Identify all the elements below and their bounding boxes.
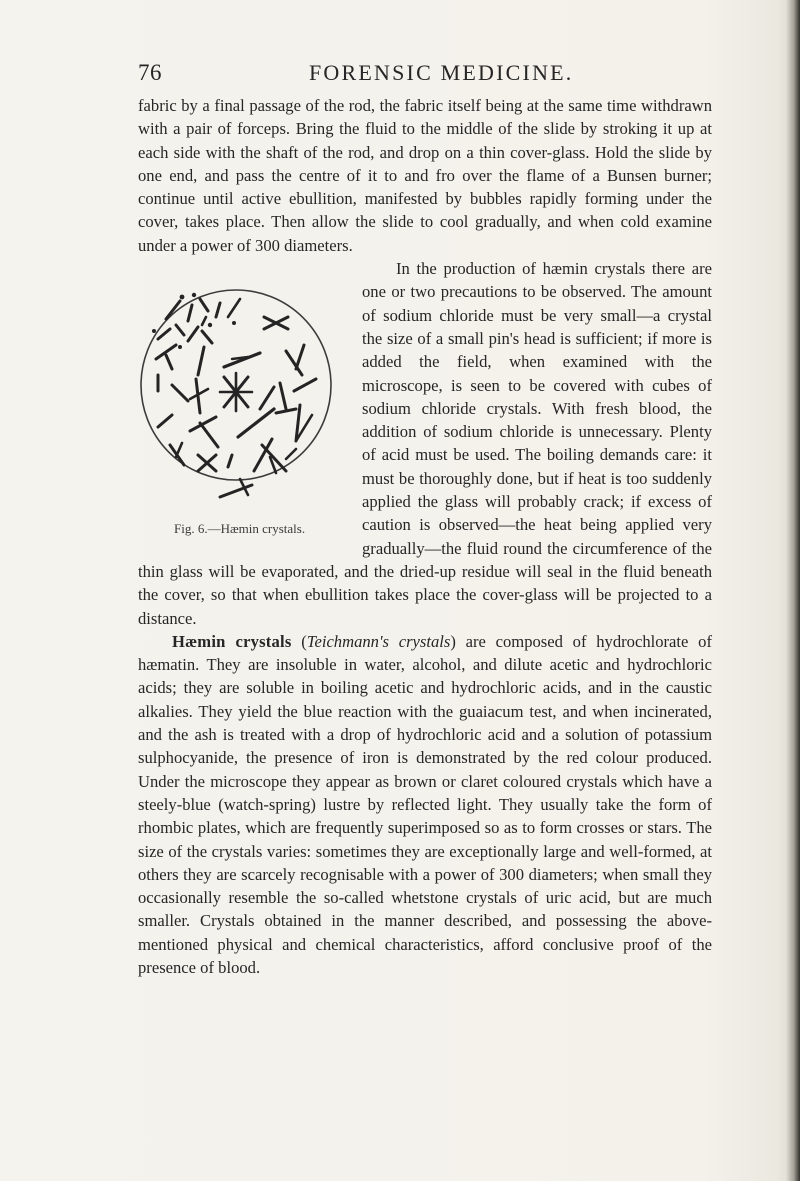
paragraph-3 (138, 630, 712, 979)
page-number: 76 (138, 60, 162, 85)
paragraph-3-runin-heading: Hæmin crystals (172, 631, 292, 651)
text-block (138, 94, 712, 979)
figure-haemin-crystals (134, 259, 344, 537)
page-binding-edge (786, 0, 800, 1181)
paragraph-3-paren-open: ( (291, 631, 307, 651)
paragraph-2 (138, 257, 712, 630)
running-head: FORENSIC MEDICINE. (309, 60, 574, 85)
haemin-crystals-illustration (136, 259, 336, 514)
paragraph-2-text: In the production of hæmin crystals there are one or two precautions to be observed. The amount of sodium chloride must be very small—a crystal the size of a small pin's head is sufficient; if more is added the field, when examined with the microscope, is seen to be covered with cubes of sodium chloride crystals. With fresh blood, the addition of sodium chloride is unnecessary. Plenty of acid must be used. The boiling demands care: it must be thoroughly done, but if heat is too suddenly applied the glass will probably crack; if excess of caution is observed—the heat being applied very gradually—the fluid round the circumference of the thin glass will be evaporated, and the dried-up residue will seal in the fluid beneath the cover, so that when ebullition takes place the cover-glass will be projected to a distance. (138, 259, 712, 628)
paragraph-3-italic: Teichmann's crystals (306, 631, 451, 651)
paragraph-1: fabric by a final passage of the rod, the fabric itself being at the same time withdrawn with a pair of forceps. Bring the fluid to the middle of the slide by stroking it up at each side with the shaft of the rod, and drop on a thin cover-glass. Hold the slide by one end, and pass the centre of it to and fro over the flame of a Bunsen burner; continue until active ebullition, manifested by bubbles rapidly forming under the cover, takes place. Then allow the slide to cool gradually, and when cold examine under a power of 300 diameters. (138, 96, 712, 255)
figure-caption: Fig. 6.—Hæmin crystals. (174, 521, 306, 537)
paragraph-3-text: ) are composed of hydrochlorate of hæmatin. They are insoluble in water, alcohol, and dilute acetic and hydrochloric acids; they are soluble in boiling acetic and hydrochloric acids, and in the caustic alkalies. They yield the blue reaction with the guaiacum test, and when incinerated, and the ash is treated with a drop of hydrochloric acid and a solution of potassium sulphocyanide, the presence of iron is demonstrated by the red colour produced. Under the microscope they appear as brown or claret coloured crystals which have a steely-blue (watch-spring) lustre by reflected light. They usually take the form of rhombic plates, which are frequently superimposed so as to form crosses or stars. The size of the crystals varies: sometimes they are exceptionally large and well-formed, at others they are scarcely recognisable with a power of 300 diameters; when small they occasionally resemble the so-called whetstone crystals of uric acid, but are much smaller. Crystals obtained in the manner described, and possessing the above-mentioned physical and chemical characteristics, afford conclusive proof of the presence of blood. (138, 631, 712, 977)
